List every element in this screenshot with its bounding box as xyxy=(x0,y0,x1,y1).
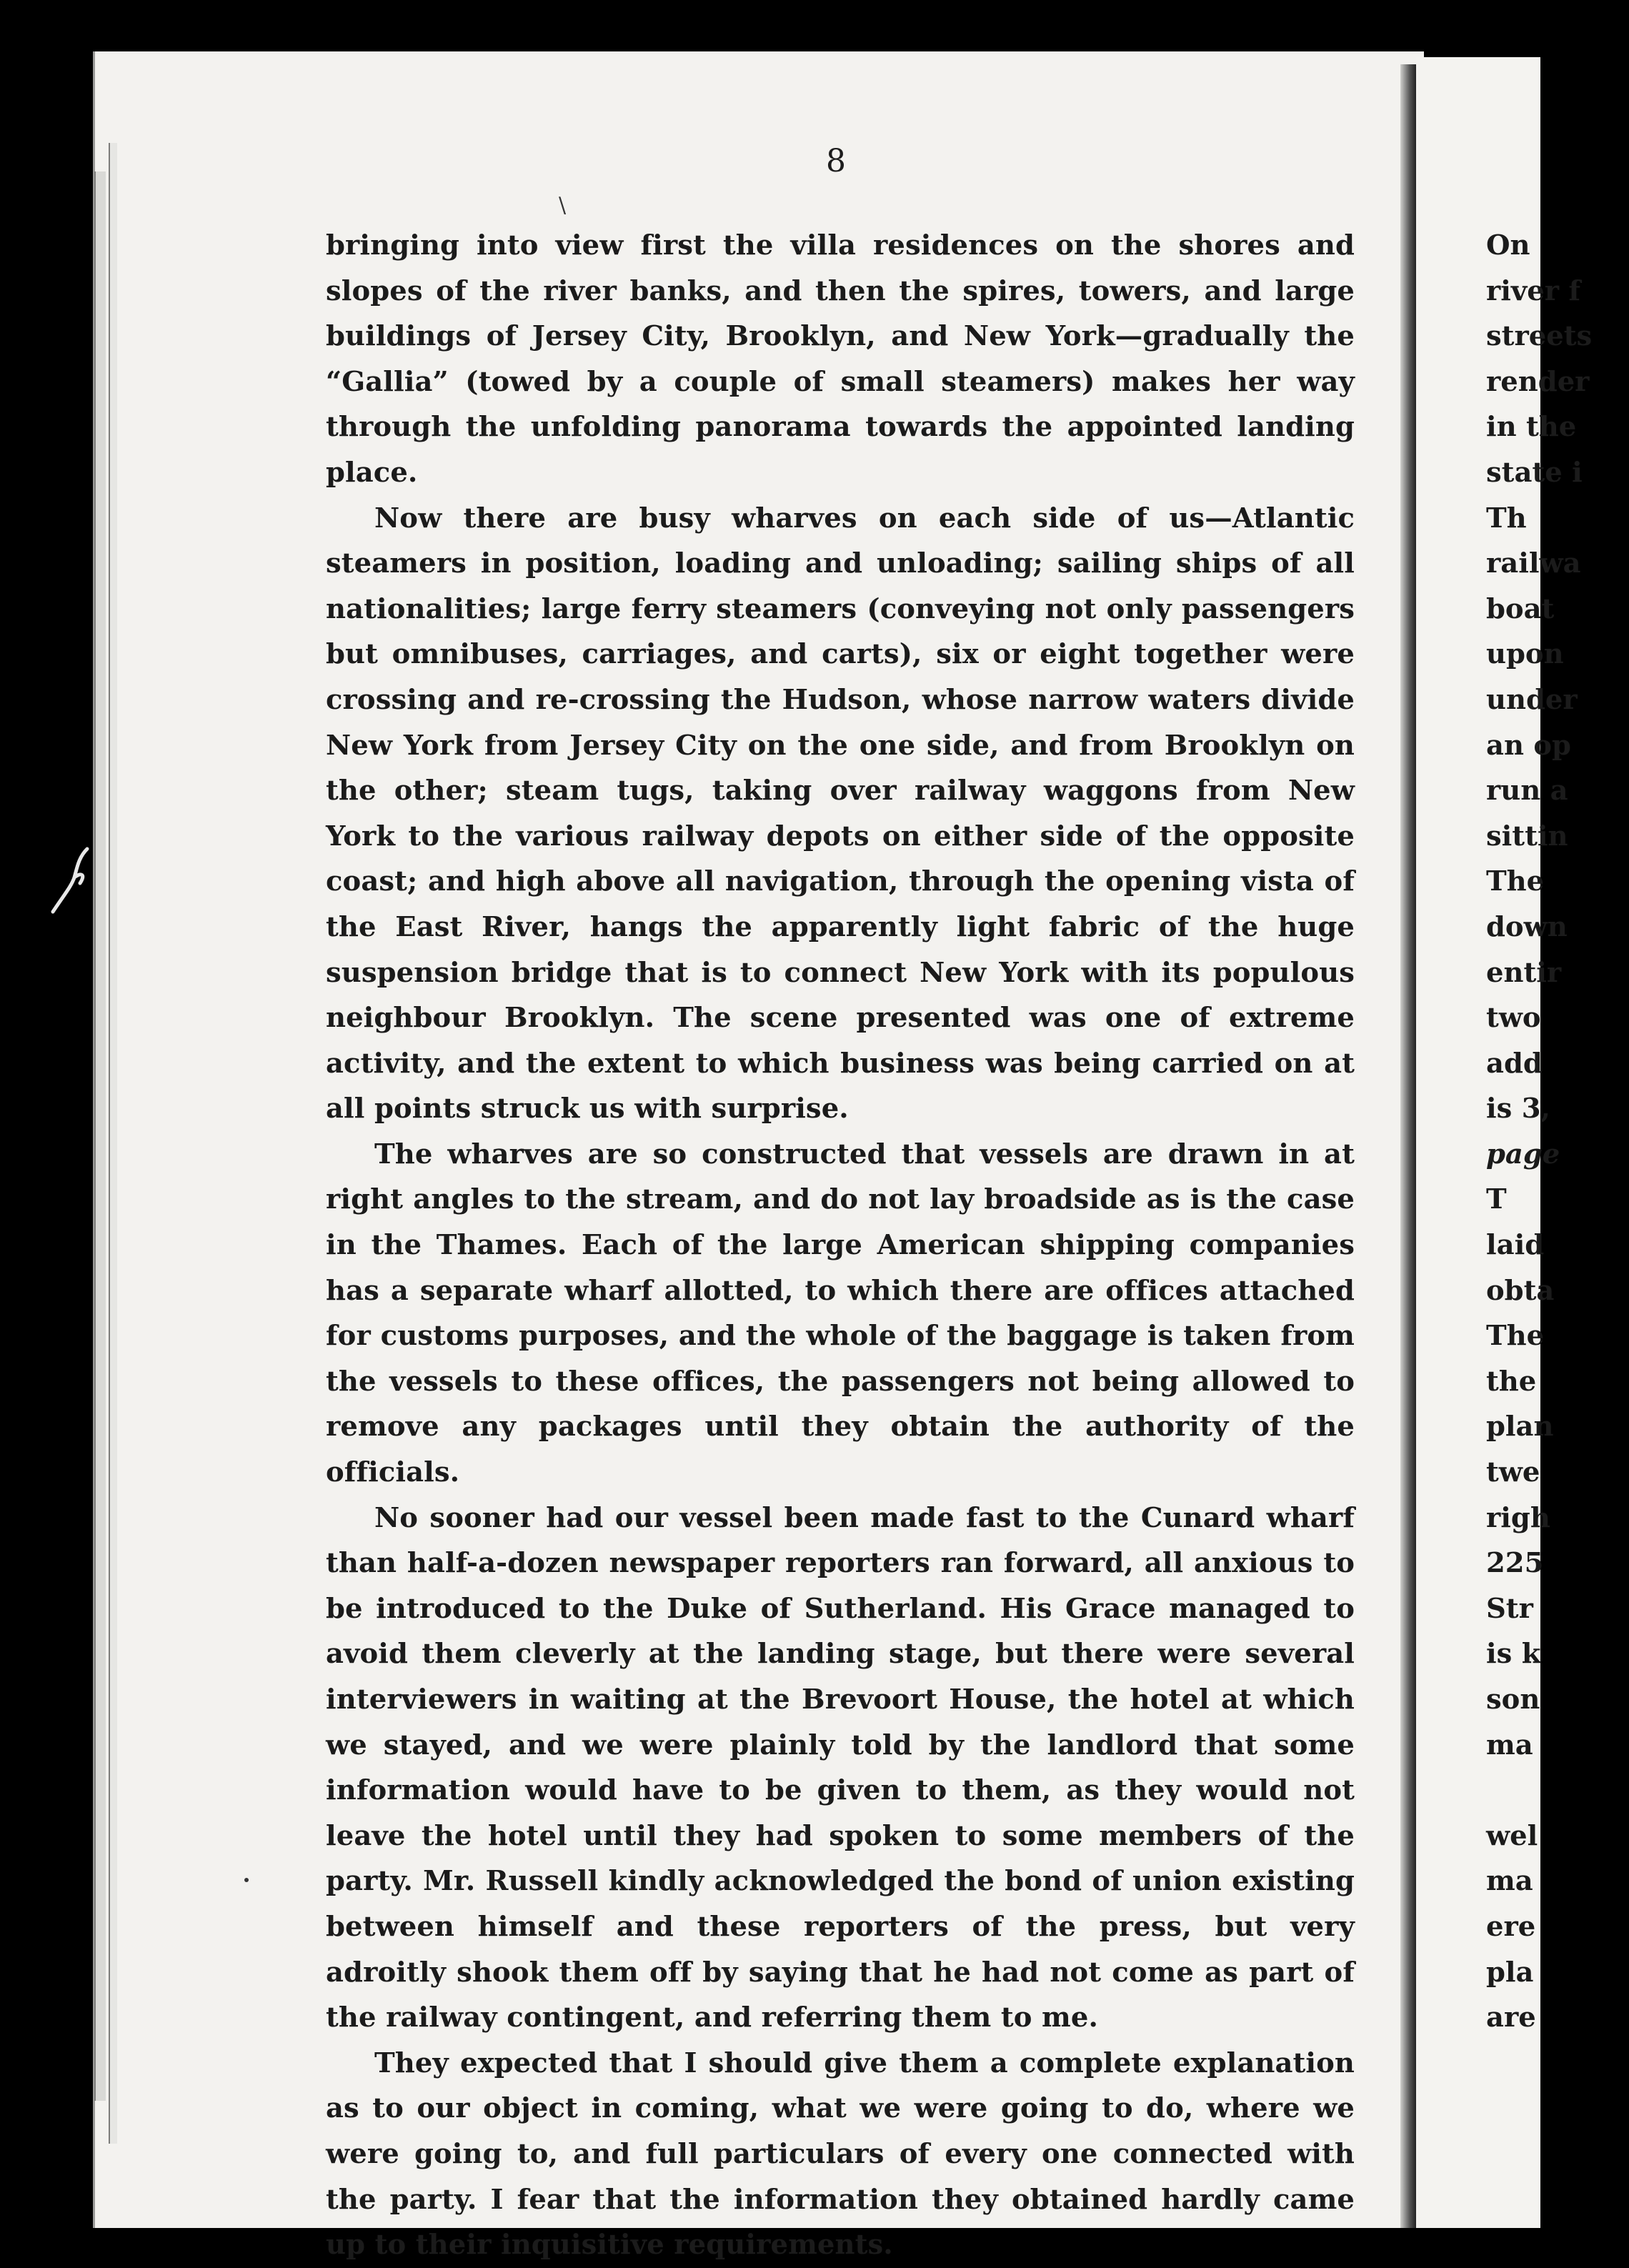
facing-page-line-fragment: On xyxy=(1486,229,1530,262)
facing-page-line-fragment: Th xyxy=(1486,502,1527,534)
paragraph: The wharves are so constructed that vessels are drawn in at right angles to the stream, and do not lay broadside as is the case in the Thames. Each of the large American shipping companies has a separate wharf allotted, to which there are offices attached for customs purposes, and the whole of the baggage is taken from the vessels to these offices, the passengers not being allowed to remove any packages until they obtain the authority of the officials. xyxy=(326,1138,1355,1489)
facing-page-line-fragment: river f xyxy=(1486,274,1581,307)
facing-page-line-fragment: is k xyxy=(1486,1638,1541,1671)
page-body-text xyxy=(326,223,1355,2268)
facing-page-line-fragment: wel xyxy=(1486,1819,1538,1852)
facing-page-line-fragment: add xyxy=(1486,1047,1543,1080)
margin-ink-squiggle-icon xyxy=(43,843,100,922)
facing-page-line-fragment: under xyxy=(1486,683,1578,716)
facing-page-line-fragment: ere xyxy=(1486,1910,1536,1943)
stray-ink-mark: \ xyxy=(559,193,567,218)
facing-page-line-fragment: laid xyxy=(1486,1229,1545,1262)
book-gutter xyxy=(1400,64,1416,2228)
facing-page-line-fragment: sittin xyxy=(1486,820,1568,852)
facing-page-line-fragment: twe xyxy=(1486,1456,1540,1489)
paragraph: They expected that I should give them a complete explanation as to our object in coming, what we were going to do, where we were going to, and full particulars of every one connected with the party. I fear that the information they obtained hardly came up to their inquisitive requirements. xyxy=(326,2046,1355,2262)
facing-page-line-fragment: 225 xyxy=(1486,1547,1544,1580)
facing-page-line-fragment: The xyxy=(1486,865,1545,898)
facing-page-text-fragments xyxy=(1486,223,1629,2041)
facing-page-line-fragment: obta xyxy=(1486,1274,1555,1307)
facing-page-line-fragment: render xyxy=(1486,365,1590,398)
facing-page-line-fragment: pla xyxy=(1486,1956,1534,1989)
facing-page-line-fragment xyxy=(1486,1768,1629,1814)
facing-page-line-fragment: The xyxy=(1486,1320,1545,1353)
facing-page-line-fragment: ma xyxy=(1486,1865,1533,1898)
facing-page-line-fragment: plan xyxy=(1486,1411,1554,1443)
paragraph: No sooner had our vessel been made fast to the Cunard wharf than half-a-dozen newspaper reporters ran forward, all anxious to be introduced to the Duke of Sutherland. His Grace managed to avoid them cleverly at the landing stage, but there were several interviewers in waiting at the Brevoort House, the hotel at which we stayed, and we were plainly told by the landlord that some information would have to be given to them, as they would not leave the hotel until they had spoken to some members of the party. Mr. Russell kindly acknowledged the bond of union existing between himself and these reporters of the press, but very adroitly shook them off by saying that he had not come as part of the railway contingent, and referring them to me. xyxy=(326,1501,1355,2034)
facing-page-line-fragment: state i xyxy=(1486,456,1583,489)
facing-page-line-fragment: run a xyxy=(1486,775,1568,807)
page-edge-strip xyxy=(94,171,106,2101)
page-edge-strip xyxy=(109,143,117,2144)
facing-page-line-fragment: an op xyxy=(1486,729,1571,762)
page-number: 8 xyxy=(826,143,846,179)
paragraph: bringing into view first the villa residences on the shores and slopes of the river banks, and then the spires, towers, and large buildings of Jersey City, Brooklyn, and New York—gradually the “Gallia” (towed by a couple of small steamers) makes her way through the unfolding panorama towards the appointed landing place. xyxy=(326,229,1355,489)
facing-page-line-fragment: two xyxy=(1486,1002,1541,1035)
facing-page-line-fragment: the xyxy=(1486,1365,1537,1398)
facing-page-line-fragment: in the xyxy=(1486,411,1577,444)
facing-page-line-fragment: upon xyxy=(1486,638,1564,671)
facing-page-line-fragment: page xyxy=(1486,1138,1560,1170)
facing-page-line-fragment: railwa xyxy=(1486,547,1581,580)
facing-page-line-fragment: is 3, xyxy=(1486,1093,1550,1125)
facing-page-line-fragment: down xyxy=(1486,910,1568,943)
paragraph: Now there are busy wharves on each side of us—Atlantic steamers in position, loading and unloading; sailing ships of all nationalities; large ferry steamers (conveying not only passengers but omnibuses, carriages, and carts), six or eight together were crossing and re-crossing the Hudson, whose narrow waters divide New York from Jersey City on the one side, and from Brooklyn on the other; steam tugs, taking over railway waggons from New York to the various railway depots on either side of the opposite coast; and high above all navigation, through the opening vista of the East River, hangs the apparently light fabric of the huge suspension bridge that is to connect New York with its populous neighbour Brooklyn. The scene presented was one of extreme activity, and the extent to which business was being carried on at all points struck us with surprise. xyxy=(326,502,1355,1125)
facing-page-line-fragment: son xyxy=(1486,1683,1540,1716)
ink-speck xyxy=(244,1878,249,1882)
facing-page-line-fragment: righ xyxy=(1486,1501,1550,1534)
facing-page-line-fragment: Str xyxy=(1486,1592,1533,1625)
facing-page-line-fragment: entir xyxy=(1486,956,1562,989)
facing-page-line-fragment: are xyxy=(1486,2001,1536,2034)
facing-page-line-fragment: streets xyxy=(1486,320,1593,353)
facing-page-line-fragment: boat xyxy=(1486,592,1555,625)
facing-page-line-fragment: ma xyxy=(1486,1729,1533,1761)
facing-page-line-fragment: T xyxy=(1486,1183,1507,1216)
